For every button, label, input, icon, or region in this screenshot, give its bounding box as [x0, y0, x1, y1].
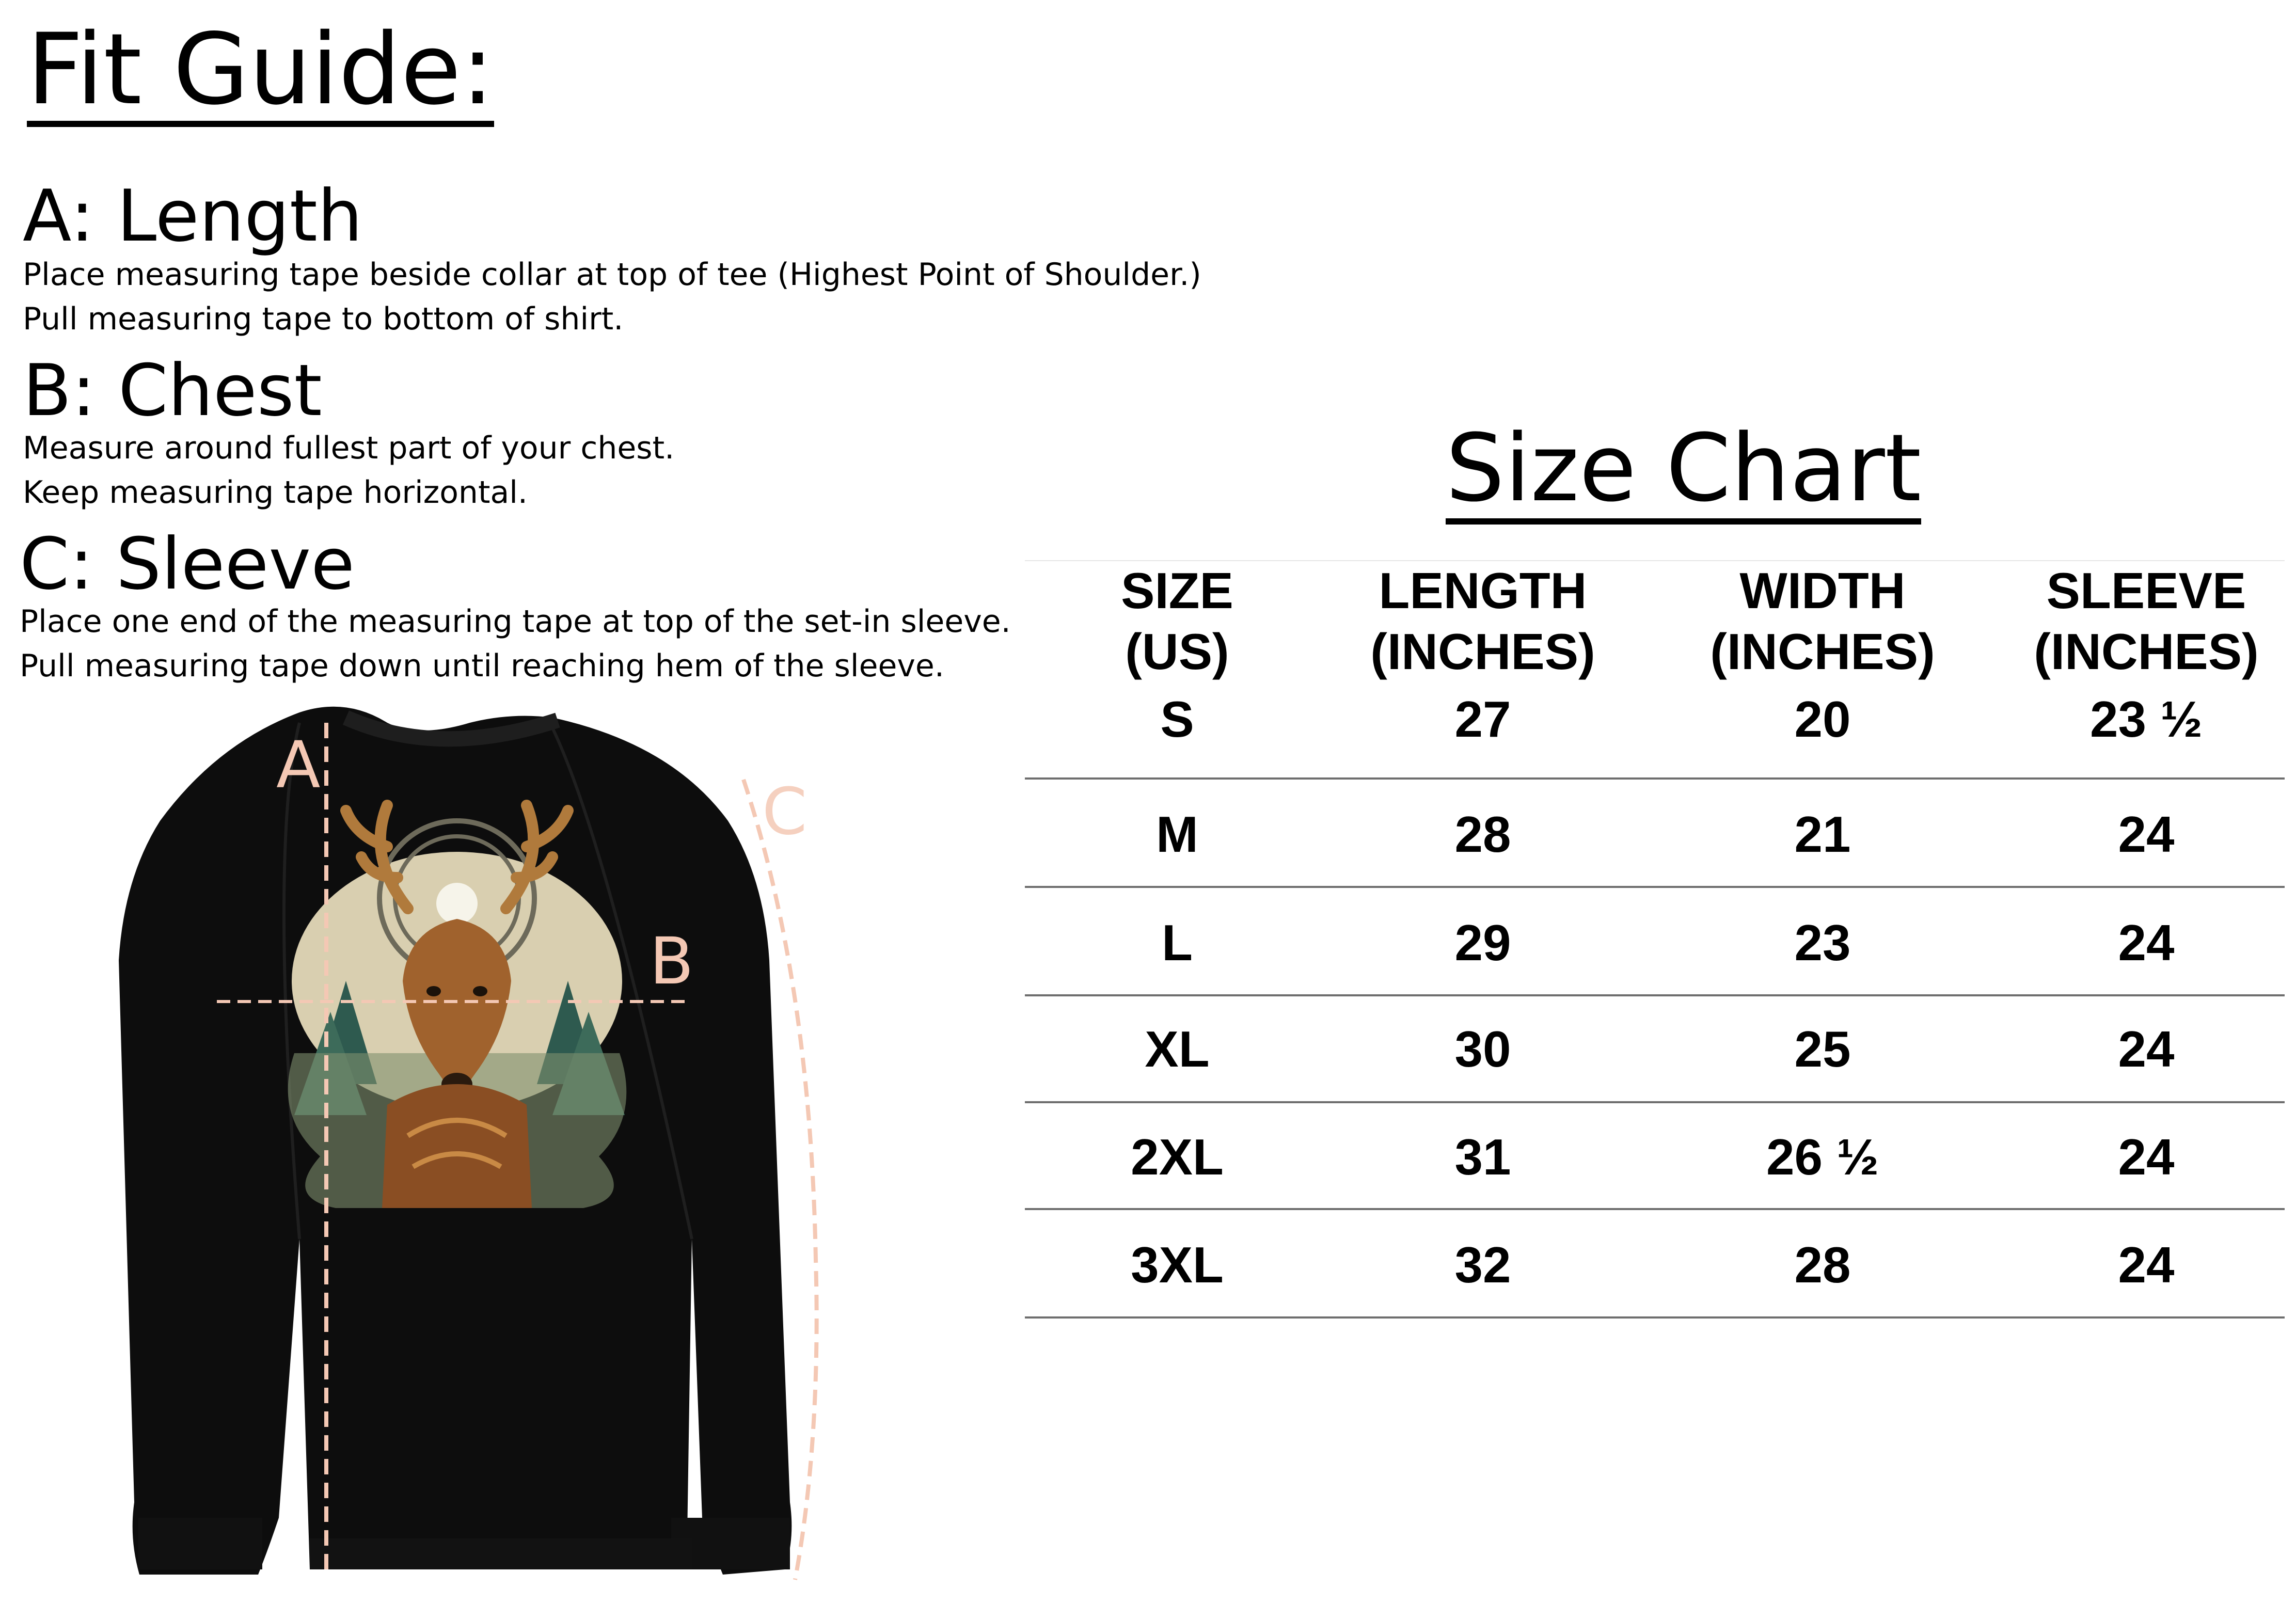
table-header [1025, 560, 2285, 693]
section-length-heading: A: Length [23, 174, 363, 258]
size-chart-title: Size Chart [1446, 422, 1921, 525]
cell-size: M [1156, 806, 1198, 863]
cell-size: S [1160, 691, 1194, 748]
cell-width: 20 [1794, 691, 1851, 748]
cell-sleeve: 24 [2118, 1129, 2175, 1185]
cell-length: 27 [1454, 691, 1511, 748]
cell-size: 3XL [1131, 1236, 1224, 1293]
cell-width: 26 ½ [1766, 1129, 1879, 1185]
cell-length: 28 [1454, 806, 1511, 863]
section-sleeve-heading: C: Sleeve [20, 522, 355, 606]
cell-width: 21 [1794, 806, 1851, 863]
cell-sleeve: 24 [2118, 1236, 2175, 1293]
table-row [1025, 1103, 2285, 1210]
cell-width: 23 [1794, 914, 1851, 971]
table-row [1025, 780, 2285, 888]
cell-width: 28 [1794, 1236, 1851, 1293]
cell-length: 30 [1454, 1021, 1511, 1077]
section-sleeve-line-2: Pull measuring tape down until reaching hem of the sleeve. [20, 648, 944, 684]
section-length-line-1: Place measuring tape beside collar at top of tee (Highest Point of Shoulder.) [23, 257, 1201, 293]
header-size: SIZE (US) [1121, 562, 1233, 680]
cell-width: 25 [1794, 1021, 1851, 1077]
label-c: C [762, 774, 807, 849]
cell-sleeve: 24 [2118, 806, 2175, 863]
cell-sleeve: 24 [2118, 914, 2175, 971]
cell-length: 31 [1454, 1129, 1511, 1185]
cell-size: L [1162, 914, 1193, 971]
cell-size: 2XL [1131, 1129, 1224, 1185]
header-length: LENGTH (INCHES) [1370, 562, 1595, 680]
label-a: A [276, 728, 321, 803]
header-sleeve: SLEEVE (INCHES) [2034, 562, 2259, 680]
section-chest-line-1: Measure around fullest part of your chest. [23, 430, 675, 466]
section-sleeve-line-1: Place one end of the measuring tape at top of the set-in sleeve. [20, 603, 1011, 640]
section-chest-heading: B: Chest [23, 349, 322, 432]
table-row [1025, 888, 2285, 996]
section-chest-line-2: Keep measuring tape horizontal. [23, 474, 528, 511]
cell-sleeve: 24 [2118, 1021, 2175, 1077]
cell-size: XL [1145, 1021, 1210, 1077]
cell-sleeve: 23 ½ [2090, 691, 2203, 748]
table-row [1025, 1210, 2285, 1319]
cell-length: 32 [1454, 1236, 1511, 1293]
table-row [1025, 996, 2285, 1103]
size-chart-table [1025, 560, 2285, 1319]
table-row [1025, 693, 2285, 780]
header-width: WIDTH (INCHES) [1710, 562, 1935, 680]
label-b: B [650, 924, 694, 999]
fit-guide-title: Fit Guide: [27, 12, 495, 126]
section-length-line-2: Pull measuring tape to bottom of shirt. [23, 301, 624, 337]
cell-length: 29 [1454, 914, 1511, 971]
